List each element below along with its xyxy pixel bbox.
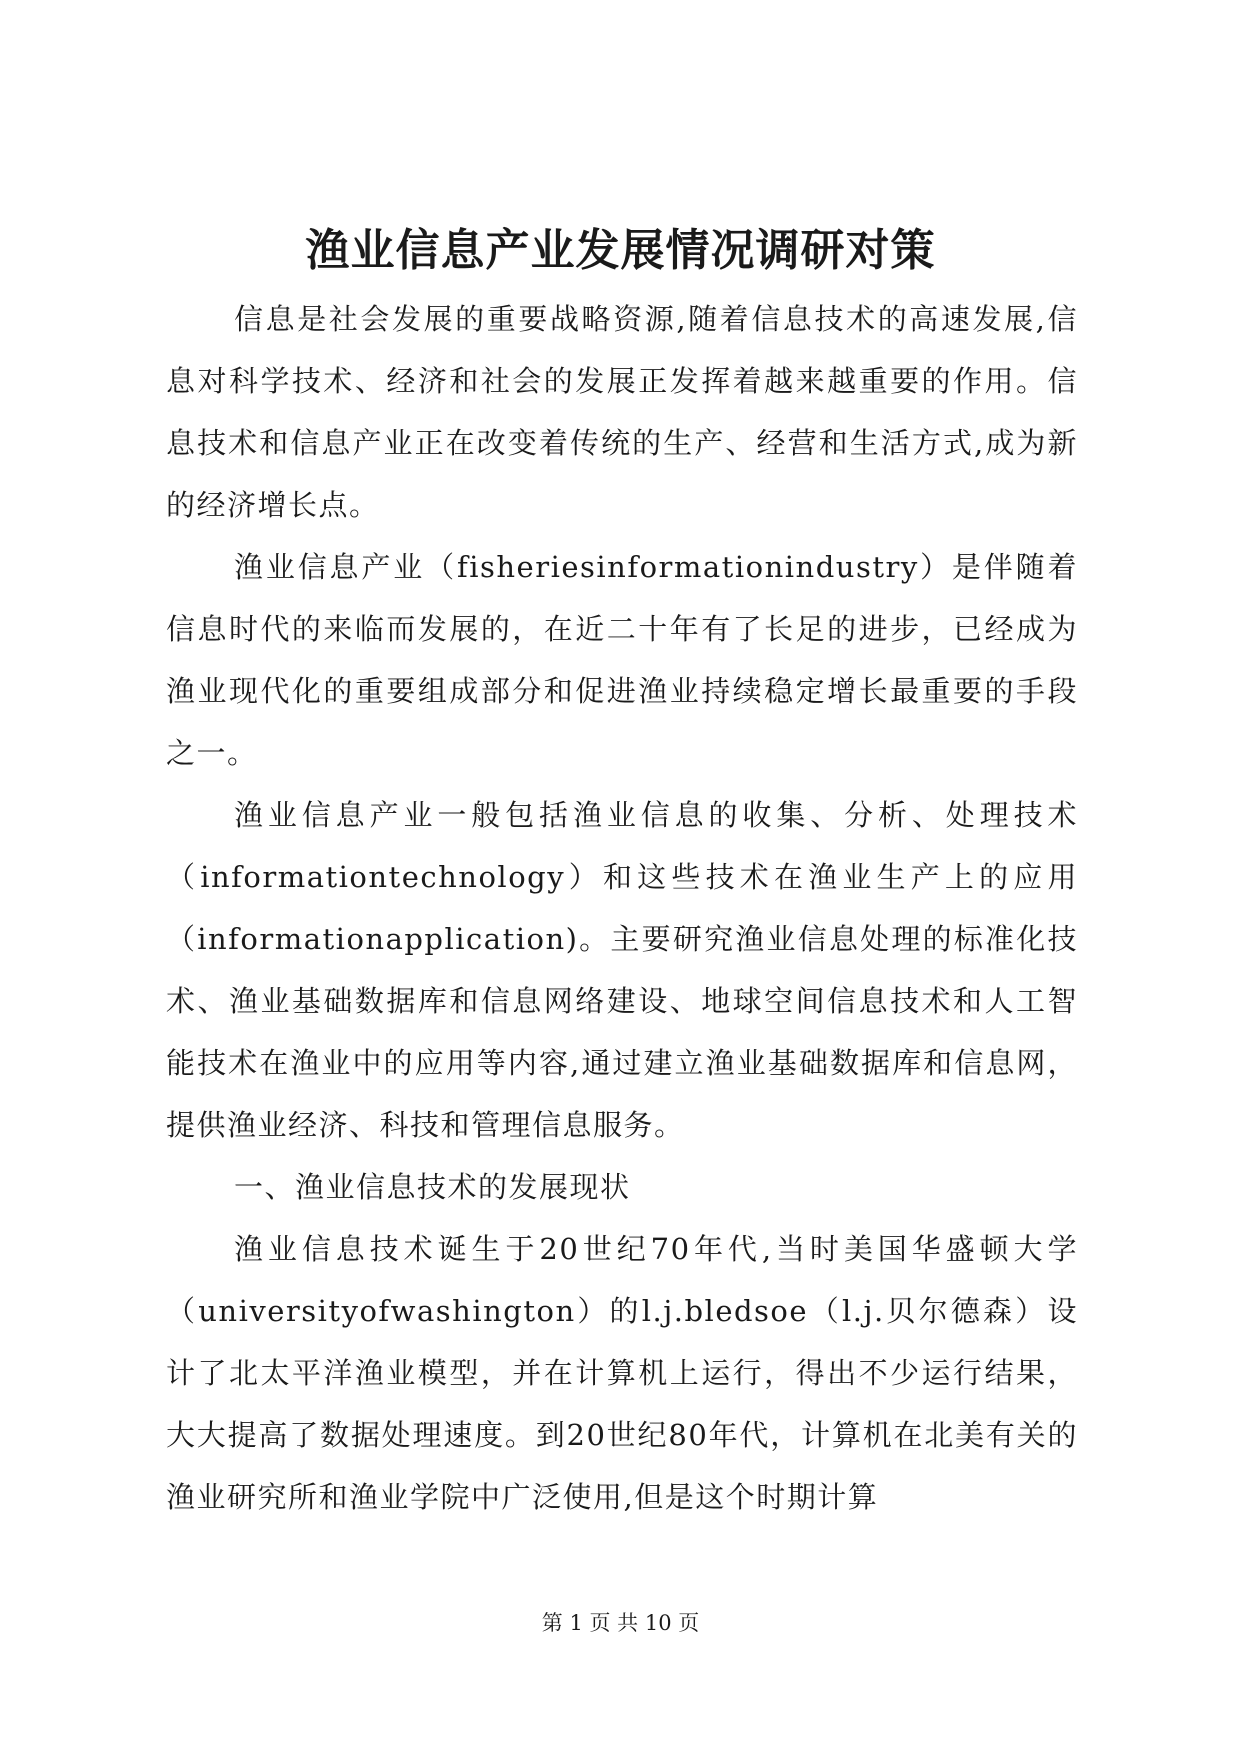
page-number-footer: 第 1 页 共 10 页 — [541, 1611, 700, 1635]
paragraph-industry-scope: 渔业信息产业一般包括渔业信息的收集、分析、处理技术（informationtechnology）和这些技术在渔业生产上的应用（informationapplication)。主要研究渔业信息处理的标准化技术、渔业基础数据库和信息网络建设、地球空间信息技术和人工智能技术在渔业中的应用等内容,通过建立渔业基础数据库和信息网，提供渔业经济、科技和管理信息服务。 — [166, 798, 1078, 1142]
section-heading: 一、渔业信息技术的发展现状 — [234, 1170, 631, 1204]
paragraph-intro: 信息是社会发展的重要战略资源,随着信息技术的高速发展,信息对科学技术、经济和社会的发展正发挥着越来越重要的作用。信息技术和信息产业正在改变着传统的生产、经营和生活方式,成为新的经济增长点。 — [166, 302, 1078, 522]
paragraph-industry-definition: 渔业信息产业（fisheriesinformationindustry）是伴随着信息时代的来临而发展的，在近二十年有了长足的进步，已经成为渔业现代化的重要组成部分和促进渔业持续稳定增长最重要的手段之一。 — [166, 550, 1078, 770]
paragraph-history: 渔业信息技术诞生于20世纪70年代,当时美国华盛顿大学（universityofwashington）的l.j.bledsoe（l.j.贝尔德森）设计了北太平洋渔业模型，并在计算机上运行，得出不少运行结果，大大提高了数据处理速度。到20世纪80年代，计算机在北美有关的渔业研究所和渔业学院中广泛使用,但是这个时期计算 — [166, 1232, 1078, 1514]
document-body — [166, 288, 1078, 1528]
document-title: 渔业信息产业发展情况调研对策 — [305, 225, 936, 276]
